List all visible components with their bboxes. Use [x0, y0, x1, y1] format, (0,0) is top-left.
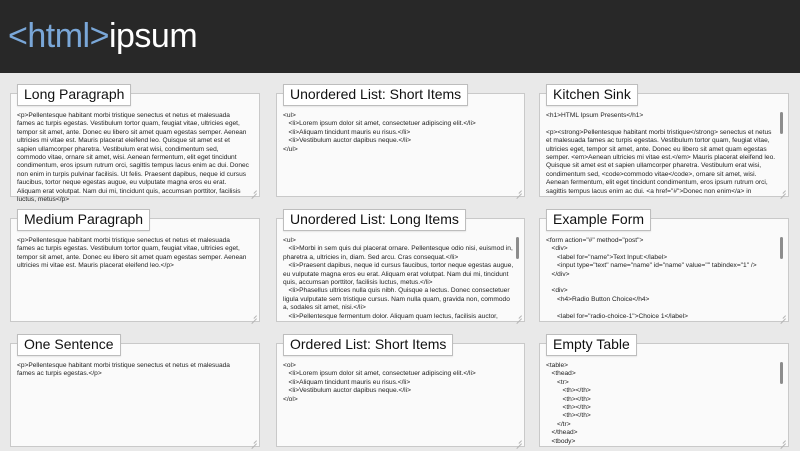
resize-handle-icon[interactable] — [780, 313, 786, 319]
code-textarea[interactable]: <form action="#" method="post"> <div> <label for="name">Text Input:</label> <input type="text" name="name" id="name" value="" tabindex="1" /> </div> <div> <h4>Radio Button Choice</h4> <label for="radio-choice-1">Choice 1</label> — [546, 237, 757, 320]
panel-medium-paragraph — [10, 211, 260, 322]
panel-title: Example Form — [546, 209, 651, 231]
panel-title: One Sentence — [17, 334, 121, 356]
panel-empty-table — [539, 336, 789, 447]
panel-kitchen-sink — [539, 86, 789, 197]
site-logo[interactable] — [8, 16, 197, 56]
logo-open-bracket: < — [8, 17, 28, 55]
panel-unordered-list-short — [276, 86, 525, 197]
panel-long-paragraph — [10, 86, 260, 204]
resize-handle-icon[interactable] — [251, 188, 257, 194]
panel-title: Empty Table — [546, 334, 637, 356]
panel-title: Kitchen Sink — [546, 84, 638, 106]
resize-handle-icon[interactable] — [251, 438, 257, 444]
scrollbar-thumb[interactable] — [780, 112, 783, 134]
panel-title: Long Paragraph — [17, 84, 131, 106]
resize-handle-icon[interactable] — [516, 188, 522, 194]
scrollbar-thumb[interactable] — [780, 362, 783, 384]
resize-handle-icon[interactable] — [516, 313, 522, 319]
code-textarea[interactable]: <ul> <li>Lorem ipsum dolor sit amet, consectetuer adipiscing elit.</li> <li>Aliquam tincidunt mauris eu risus.</li> <li>Vestibulum auctor dapibus neque.</li> </ul> — [283, 112, 476, 153]
code-textarea[interactable]: <table> <thead> <tr> <th></th> <th></th> <th></th> <th></th> </tr> </thead> <tbody> — [546, 362, 591, 445]
code-textarea[interactable]: <ol> <li>Lorem ipsum dolor sit amet, consectetuer adipiscing elit.</li> <li>Aliquam tincidunt mauris eu risus.</li> <li>Vestibulum auctor dapibus neque.</li> </ol> — [283, 362, 476, 403]
panel-unordered-list-long — [276, 211, 525, 322]
resize-handle-icon[interactable] — [251, 313, 257, 319]
panel-title: Medium Paragraph — [17, 209, 150, 231]
resize-handle-icon[interactable] — [516, 438, 522, 444]
scrollbar-thumb[interactable] — [780, 237, 783, 259]
code-textarea[interactable]: <p>Pellentesque habitant morbi tristique senectus et netus et malesuada fames ac turpis egestas.</p> — [17, 362, 232, 378]
panel-example-form — [539, 211, 789, 322]
code-textarea[interactable]: <p>Pellentesque habitant morbi tristique senectus et netus et malesuada fames ac turpis egestas. Vestibulum tortor quam, feugiat vitae, ultricies eget, tempor sit amet, ante. Donec eu libero sit amet quam egestas semper. Aenean ultricies mi vitae est. Mauris placerat eleifend leo. Quisque sit amet est et sapien ullamcorper pharetra. Vestibulum erat wisi, condimentum sed, commodo vitae, ornare sit amet, wisi. Aenean fermentum, elit eget tincidunt condimentum, eros ipsum rutrum orci, sagittis tempus lacus enim ac dui. Donec non enim in turpis pulvinar facilisis. Ut felis. Praesent dapibus, neque id cursus faucibus, tortor neque egestas augue, eu vulputate magna eros eu erat. Aliquam erat volutpat. Nam dui mi, tincidunt quis, accumsan porttitor, facilisis luctus, metus</p> — [17, 112, 251, 204]
panel-ordered-list-short — [276, 336, 525, 447]
panel-title: Unordered List: Long Items — [283, 209, 466, 231]
site-header — [0, 0, 800, 73]
panel-title: Unordered List: Short Items — [283, 84, 468, 106]
resize-handle-icon[interactable] — [780, 188, 786, 194]
panel-one-sentence — [10, 336, 260, 447]
logo-tag: html — [27, 17, 90, 55]
panel-title: Ordered List: Short Items — [283, 334, 453, 356]
logo-close-bracket: > — [89, 17, 109, 55]
code-textarea[interactable]: <p>Pellentesque habitant morbi tristique senectus et netus et malesuada fames ac turpis egestas. Vestibulum tortor quam, feugiat vitae, ultricies eget, tempor sit amet, ante. Donec eu libero sit amet quam egestas semper. Aenean ultricies mi vitae est. Mauris placerat eleifend leo.</p> — [17, 237, 249, 270]
code-textarea[interactable]: <ul> <li>Morbi in sem quis dui placerat ornare. Pellentesque odio nisi, euismod in, pharetra a, ultricies in, diam. Sed arcu. Cras consequat.</li> <li>Praesent dapibus, neque id cursus faucibus, tortor neque egestas augue, eu vulputate magna eros eu erat. Aliquam erat volutpat. Nam dui mi, tincidunt quis, accumsan porttitor, facilisis luctus, metus.</li> <li>Phasellus ultrices nulla quis nibh. Quisque a lectus. Donec consectetuer ligula vulputate sem tristique cursus. Nam nulla quam, gravida non, commodo a, sodales sit amet, nisi.</li> <li>Pellentesque fermentum dolor. Aliquam quam lectus, facilisis auctor, — [283, 237, 514, 320]
logo-word: ipsum — [108, 17, 198, 55]
code-textarea[interactable]: <h1>HTML Ipsum Presents</h1> <p><strong>Pellentesque habitant morbi tristique</strong> senectus et netus et malesuada fames ac turpis egestas. Vestibulum tortor quam, feugiat vitae, ultricies eget, tempor sit amet, ante. Donec eu libero sit amet quam egestas semper. <em>Aenean ultricies mi vitae est.</em> Mauris placerat eleifend leo. Quisque sit amet est et sapien ullamcorper pharetra. Vestibulum erat wisi, condimentum sed, <code>commodo vitae</code>, ornare sit amet, wisi. Aenean fermentum, elit eget tincidunt condimentum, eros ipsum rutrum orci, sagittis tempus lacus enim ac dui. <a href="#">Donec non enim</a> in — [546, 112, 776, 195]
resize-handle-icon[interactable] — [780, 438, 786, 444]
scrollbar-thumb[interactable] — [516, 237, 519, 259]
